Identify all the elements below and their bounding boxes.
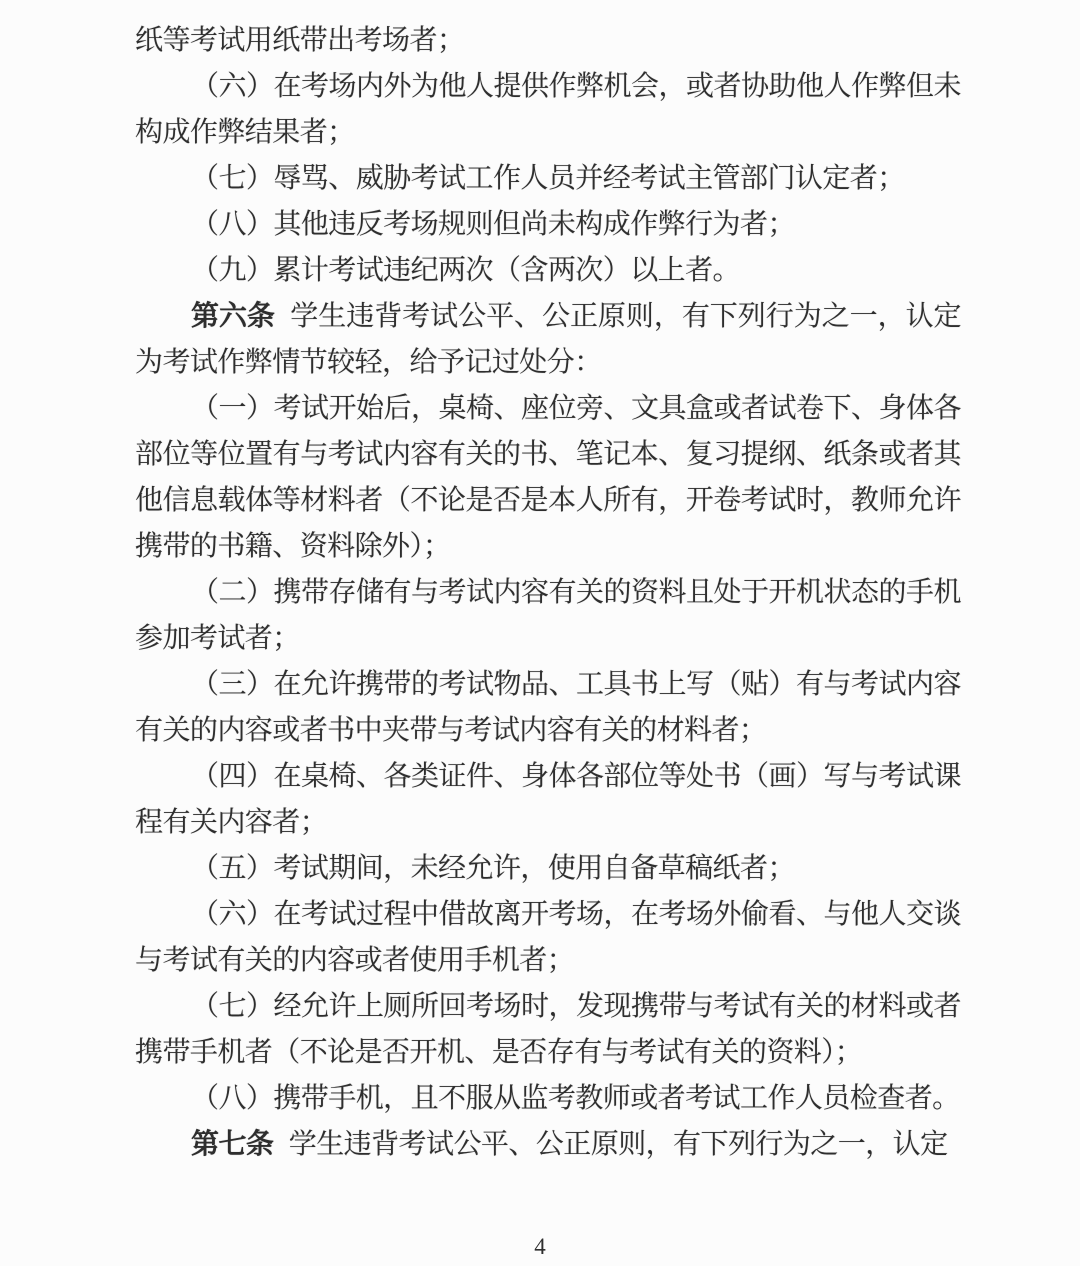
paragraph-text: （六）在考场内外为他人提供作弊机会，或者协助他人作弊但未构成作弊结果者； [135, 70, 961, 147]
paragraph-text: （八）携带手机，且不服从监考教师或者考试工作人员检查者。 [191, 1082, 960, 1113]
paragraph-text: （九）累计考试违纪两次（含两次）以上者。 [191, 254, 741, 285]
paragraph-text: （七）辱骂、威胁考试工作人员并经考试主管部门认定者； [191, 162, 905, 193]
page-footer [0, 1232, 1080, 1262]
paragraph [135, 1075, 961, 1121]
paragraph-text: （四）在桌椅、各类证件、身体各部位等处书（画）写与考试课程有关内容者； [135, 760, 961, 837]
paragraph-text: （七）经允许上厕所回考场时，发现携带与考试有关的材料或者携带手机者（不论是否开机、是否存有与考试有关的资料）； [135, 990, 961, 1067]
paragraph-text: 纸等考试用纸带出考场者； [135, 24, 465, 55]
paragraph-text: （一）考试开始后，桌椅、座位旁、文具盒或者试卷下、身体各部位等位置有与考试内容有关的书、笔记本、复习提纲、纸条或者其他信息载体等材料者（不论是否是本人所有，开卷考试时，教师允许携带的书籍、资料除外）； [135, 392, 961, 561]
paragraph [135, 753, 961, 845]
paragraph-text: （八）其他违反考场规则但尚未构成作弊行为者； [191, 208, 795, 239]
paragraph-text: 学生违背考试公平、公正原则，有下列行为之一，认定为考试作弊情节较轻，给予记过处分： [135, 300, 961, 377]
paragraph [135, 293, 961, 385]
paragraph-text: （三）在允许携带的考试物品、工具书上写（贴）有与考试内容有关的内容或者书中夹带与考试内容有关的材料者； [135, 668, 961, 745]
paragraph [135, 569, 961, 661]
article-number: 第七条 [191, 1128, 274, 1159]
paragraph [135, 1121, 961, 1167]
paragraph [135, 385, 961, 569]
paragraph [135, 155, 961, 201]
paragraph-text: （五）考试期间，未经允许，使用自备草稿纸者； [191, 852, 795, 883]
paragraph [135, 17, 961, 63]
paragraph-text: （二）携带存储有与考试内容有关的资料且处于开机状态的手机参加考试者； [135, 576, 961, 653]
article-number: 第六条 [191, 300, 275, 331]
paragraph [135, 983, 961, 1075]
document-body [135, 17, 961, 1167]
paragraph-text: 学生违背考试公平、公正原则，有下列行为之一，认定 [288, 1128, 948, 1159]
paragraph [135, 247, 961, 293]
paragraph-text: （六）在考试过程中借故离开考场，在考场外偷看、与他人交谈与考试有关的内容或者使用手机者； [135, 898, 961, 975]
page-number: 4 [534, 1234, 546, 1259]
paragraph [135, 845, 961, 891]
paragraph [135, 891, 961, 983]
paragraph [135, 63, 961, 155]
paragraph [135, 661, 961, 753]
paragraph [135, 201, 961, 247]
